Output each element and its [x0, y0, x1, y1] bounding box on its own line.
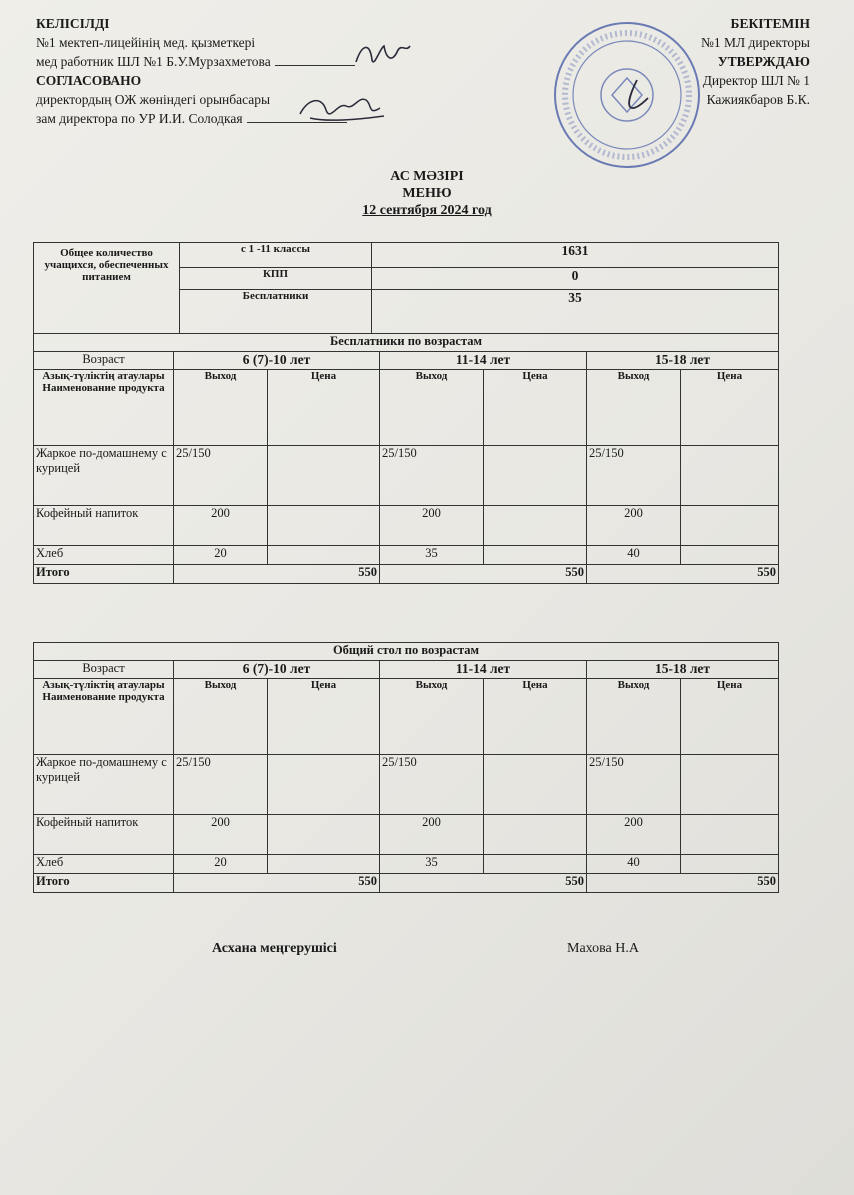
age-group: 11-14 лет — [380, 352, 587, 370]
out-value: 200 — [587, 506, 681, 546]
out-header: Выход — [174, 370, 268, 446]
section-title: Бесплатники по возрастам — [34, 334, 779, 352]
out-value: 25/150 — [380, 446, 484, 506]
price-header: Цена — [484, 679, 587, 755]
section-title: Общий стол по возрастам — [34, 643, 779, 661]
director-position-kz: №1 МЛ директоры — [700, 35, 810, 50]
out-value: 35 — [380, 855, 484, 874]
summary-row-value: 1631 — [372, 243, 779, 268]
price-header: Цена — [681, 370, 779, 446]
table-row — [34, 446, 779, 506]
price-header: Цена — [268, 370, 380, 446]
free-meals-table — [33, 333, 779, 584]
age-group: 11-14 лет — [380, 661, 587, 679]
total-value: 550 — [174, 874, 380, 893]
medic-signature — [352, 38, 414, 72]
footer-role: Асхана меңгерушісі — [212, 941, 337, 956]
product-name: Кофейный напиток — [34, 815, 174, 855]
age-group: 15-18 лет — [587, 661, 779, 679]
document-title — [0, 168, 854, 219]
summary-row-label: Бесплатники — [180, 290, 372, 334]
medic-position-ru: мед работник ШЛ №1 Б.У.Мурзахметова — [36, 52, 355, 71]
product-name: Хлеб — [34, 855, 174, 874]
approve-heading-kz: БЕКІТЕМІН — [730, 16, 810, 31]
common-table — [33, 642, 779, 893]
product-name: Жаркое по-домашнему с курицей — [34, 755, 174, 815]
total-label: Итого — [34, 874, 174, 893]
out-value: 40 — [587, 546, 681, 565]
agreed-heading-ru: СОГЛАСОВАНО — [36, 73, 142, 88]
out-value: 25/150 — [174, 755, 268, 815]
out-value: 35 — [380, 546, 484, 565]
out-value: 25/150 — [587, 446, 681, 506]
title-ru: МЕНЮ — [402, 186, 452, 201]
out-header: Выход — [380, 679, 484, 755]
summary-row-value: 35 — [372, 290, 779, 334]
price-header: Цена — [681, 679, 779, 755]
director-name: Кажиякбаров Б.К. — [706, 92, 810, 107]
table-row — [34, 855, 779, 874]
out-value: 40 — [587, 855, 681, 874]
deputy-position-ru: зам директора по УР И.И. Солодкая — [36, 109, 355, 128]
out-value: 20 — [174, 546, 268, 565]
product-name: Кофейный напиток — [34, 506, 174, 546]
out-value: 20 — [174, 855, 268, 874]
table-row — [34, 815, 779, 855]
deputy-position-kz: директордың ОЖ жөніндегі орынбасары — [36, 92, 271, 107]
director-position-ru: Директор ШЛ № 1 — [702, 73, 810, 88]
total-row — [34, 874, 779, 893]
product-name: Жаркое по-домашнему с курицей — [34, 446, 174, 506]
total-value: 550 — [174, 565, 380, 584]
age-group: 15-18 лет — [587, 352, 779, 370]
out-value: 25/150 — [587, 755, 681, 815]
summary-label: Общее количество учащихся, обеспеченных питанием — [34, 243, 180, 334]
out-header: Выход — [587, 679, 681, 755]
title-kz: АС МӘЗІРІ — [390, 169, 464, 184]
out-header: Выход — [587, 370, 681, 446]
out-value: 25/150 — [174, 446, 268, 506]
age-group: 6 (7)-10 лет — [174, 352, 380, 370]
price-header: Цена — [268, 679, 380, 755]
summary-table — [33, 242, 779, 334]
official-stamp — [552, 20, 702, 170]
out-header: Выход — [380, 370, 484, 446]
product-header: Азық-түліктің атаулары Наименование продукта — [34, 370, 174, 446]
out-value: 200 — [174, 815, 268, 855]
total-row — [34, 565, 779, 584]
total-label: Итого — [34, 565, 174, 584]
out-value: 200 — [174, 506, 268, 546]
age-group: 6 (7)-10 лет — [174, 661, 380, 679]
total-value: 550 — [380, 565, 587, 584]
total-value: 550 — [380, 874, 587, 893]
out-header: Выход — [174, 679, 268, 755]
total-value: 550 — [587, 874, 779, 893]
summary-row-value: 0 — [372, 268, 779, 290]
agreed-heading-kz: КЕЛІСІЛДІ — [36, 16, 110, 31]
table-row — [34, 755, 779, 815]
approve-heading-ru: УТВЕРЖДАЮ — [717, 54, 810, 69]
header-right — [701, 14, 810, 109]
product-name: Хлеб — [34, 546, 174, 565]
medic-position-kz: №1 мектеп-лицейінің мед. қызметкері — [36, 35, 256, 50]
age-label: Возраст — [34, 352, 174, 370]
summary-row-label: с 1 -11 классы — [180, 243, 372, 268]
out-value: 200 — [380, 506, 484, 546]
out-value: 25/150 — [380, 755, 484, 815]
menu-date: 12 сентября 2024 год — [362, 203, 492, 218]
footer-name: Махова Н.А — [567, 941, 639, 956]
table-row — [34, 546, 779, 565]
table-row — [34, 506, 779, 546]
product-header: Азық-түліктің атаулары Наименование продукта — [34, 679, 174, 755]
age-label: Возраст — [34, 661, 174, 679]
summary-row-label: КПП — [180, 268, 372, 290]
total-value: 550 — [587, 565, 779, 584]
out-value: 200 — [587, 815, 681, 855]
deputy-signature — [296, 88, 388, 128]
price-header: Цена — [484, 370, 587, 446]
out-value: 200 — [380, 815, 484, 855]
